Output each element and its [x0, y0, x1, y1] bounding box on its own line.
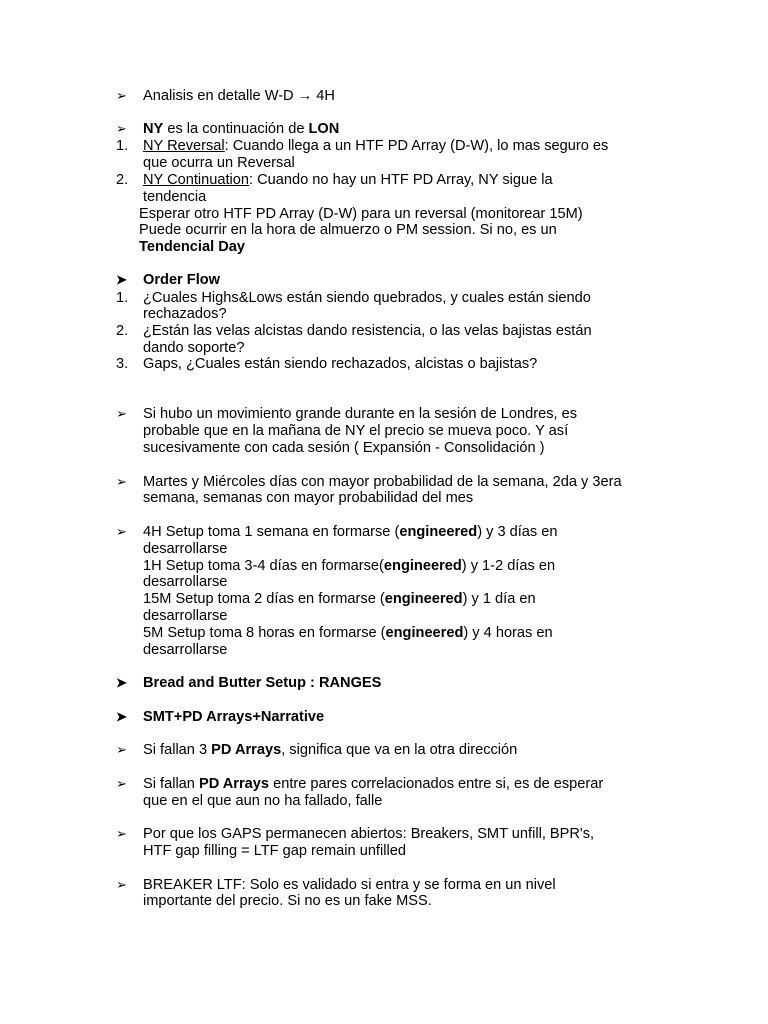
ny-reversal-item-cont: que ocurra un Reversal: [143, 155, 295, 171]
list-number: 2.: [116, 323, 129, 339]
bullet-marker: ➢: [116, 121, 127, 136]
setup-1h-cont: desarrollarse: [143, 574, 228, 590]
setup-4h-cont: desarrollarse: [143, 541, 228, 557]
order-flow-item: ¿Están las velas alcistas dando resistencia, o las velas bajistas están: [143, 323, 592, 339]
list-number: 1.: [116, 290, 129, 306]
paragraph-line: importante del precio. Si no es un fake MSS.: [143, 893, 432, 909]
paragraph-line: Martes y Miércoles días con mayor probabilidad de la semana, 2da y 3era: [143, 474, 622, 490]
bullet-marker: ➢: [116, 776, 127, 791]
bullet-ny-lon: NY es la continuación de LON: [143, 121, 340, 137]
paragraph-line: Si fallan 3 PD Arrays, significa que va en la otra dirección: [143, 742, 518, 758]
bullet-marker: ➢: [116, 406, 127, 421]
paragraph-line: Si fallan PD Arrays entre pares correlacionados entre si, es de esperar: [143, 776, 604, 792]
bullet-marker: ➢: [116, 826, 127, 841]
bullet-marker: ➢: [116, 474, 127, 489]
smt-heading: SMT+PD Arrays+Narrative: [143, 709, 325, 725]
paragraph-line: Si hubo un movimiento grande durante en la sesión de Londres, es: [143, 406, 578, 422]
bullet-marker: ➤: [116, 709, 127, 724]
list-number: 3.: [116, 356, 129, 372]
setup-1h: 1H Setup toma 3-4 días en formarse(engineered) y 1-2 días en: [143, 558, 556, 574]
bullet-analisis: Analisis en detalle W-D → 4H: [143, 88, 335, 104]
list-number: 2.: [116, 172, 129, 188]
paragraph-line: Puede ocurrir en la hora de almuerzo o PM session. Si no, es un: [139, 222, 557, 238]
ny-continuation-item-cont: tendencia: [143, 189, 207, 205]
setup-5m: 5M Setup toma 8 horas en formarse (engineered) y 4 horas en: [143, 625, 553, 641]
order-flow-item: Gaps, ¿Cuales están siendo rechazados, alcistas o bajistas?: [143, 356, 538, 372]
paragraph-line: HTF gap filling = LTF gap remain unfilled: [143, 843, 406, 859]
list-number: 1.: [116, 138, 129, 154]
order-flow-item-cont: rechazados?: [143, 306, 227, 322]
paragraph-line: semana, semanas con mayor probabilidad del mes: [143, 490, 474, 506]
setup-15m-cont: desarrollarse: [143, 608, 228, 624]
paragraph-line: probable que en la mañana de NY el precio se mueva poco. Y así: [143, 423, 569, 439]
paragraph-line: sucesivamente con cada sesión ( Expansión - Consolidación ): [143, 440, 545, 456]
paragraph-line: Por que los GAPS permanecen abiertos: Breakers, SMT unfill, BPR's,: [143, 826, 595, 842]
bullet-marker: ➢: [116, 524, 127, 539]
order-flow-item-cont: dando soporte?: [143, 340, 245, 356]
paragraph-line: que en el que aun no ha fallado, falle: [143, 793, 383, 809]
bullet-marker: ➤: [116, 272, 127, 287]
order-flow-item: ¿Cuales Highs&Lows están siendo quebrados, y cuales están siendo: [143, 290, 591, 306]
paragraph-line: Tendencial Day: [139, 239, 245, 255]
ny-reversal-item: NY Reversal: Cuando llega a un HTF PD Array (D-W), lo mas seguro es: [143, 138, 609, 154]
setup-15m: 15M Setup toma 2 días en formarse (engineered) y 1 día en: [143, 591, 536, 607]
ny-continuation-item: NY Continuation: Cuando no hay un HTF PD Array, NY sigue la: [143, 172, 553, 188]
bullet-marker: ➢: [116, 877, 127, 892]
order-flow-heading: Order Flow: [143, 272, 221, 288]
paragraph-line: BREAKER LTF: Solo es validado si entra y se forma en un nivel: [143, 877, 556, 893]
setup-4h: 4H Setup toma 1 semana en formarse (engineered) y 3 días en: [143, 524, 558, 540]
arrow-icon: →: [297, 88, 313, 104]
setup-5m-cont: desarrollarse: [143, 642, 228, 658]
bread-butter-heading: Bread and Butter Setup : RANGES: [143, 675, 382, 691]
bullet-marker: ➤: [116, 675, 127, 690]
bullet-marker: ➢: [116, 742, 127, 757]
bullet-marker: ➢: [116, 88, 127, 103]
paragraph-line: Esperar otro HTF PD Array (D-W) para un reversal (monitorear 15M): [139, 206, 583, 222]
